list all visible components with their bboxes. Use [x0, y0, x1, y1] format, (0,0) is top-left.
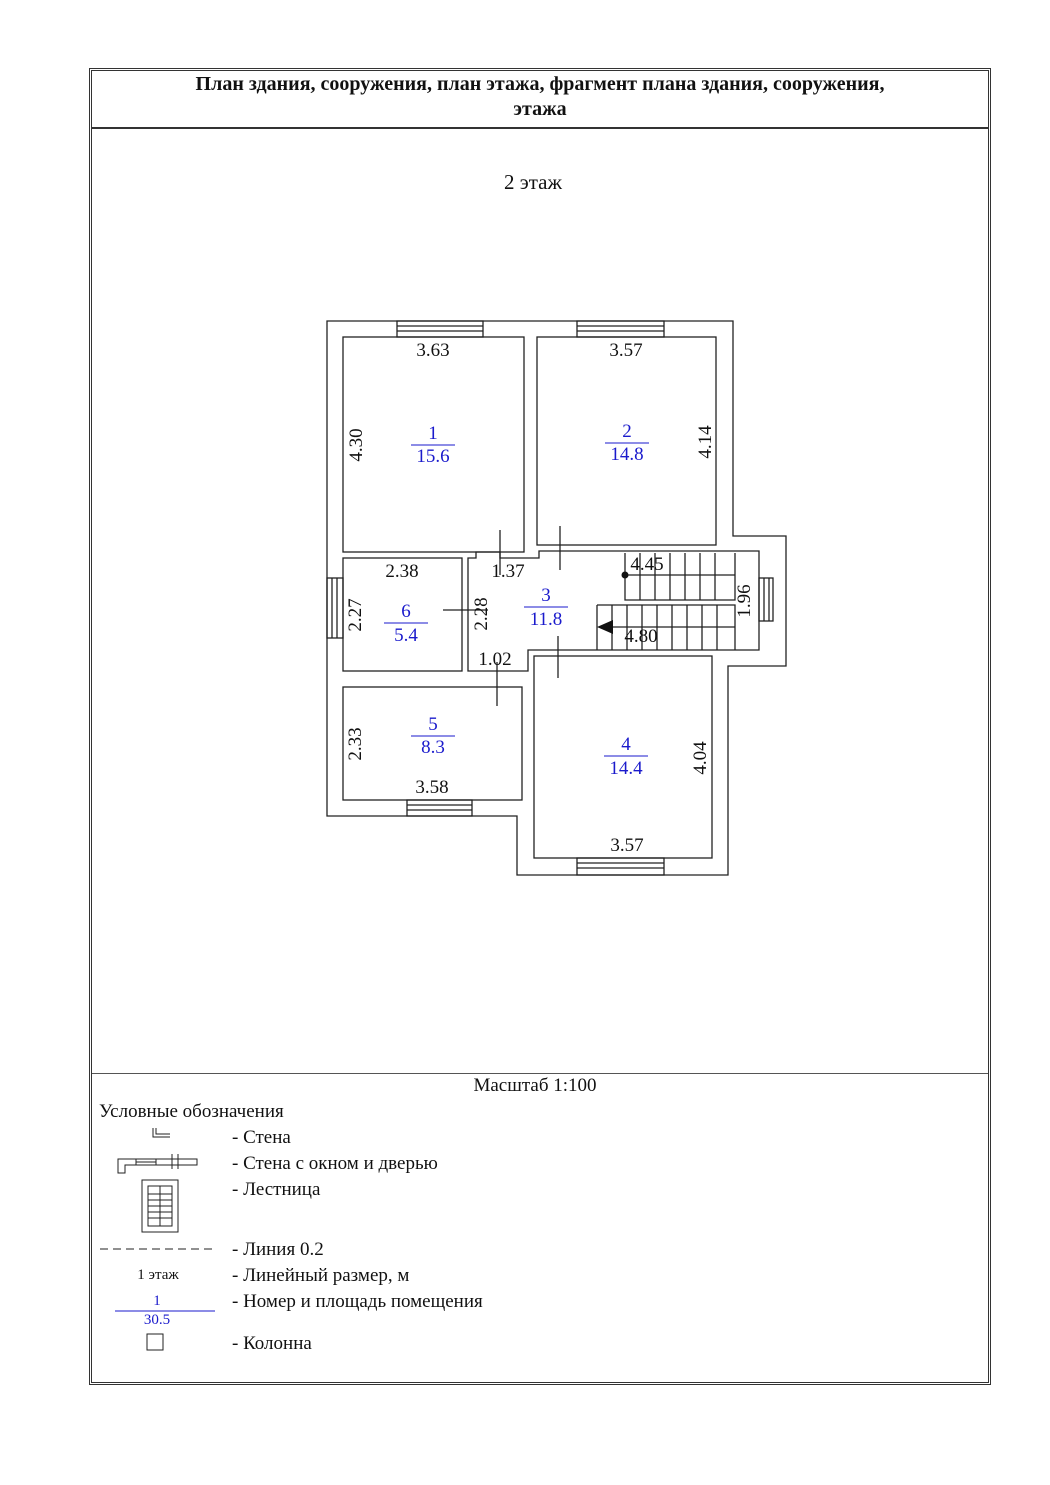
dim-room-5-width: 3.58	[415, 777, 449, 798]
dim-room-3-bottom: 1.02	[478, 649, 512, 670]
legend-sample-number: 1	[153, 1293, 161, 1309]
svg-text:2: 2	[622, 421, 632, 442]
dim-stair-depth: 1.96	[734, 584, 755, 618]
dim-room-3-height: 2.28	[471, 597, 492, 631]
window-room-2	[577, 321, 664, 337]
stair-arrow	[597, 620, 613, 634]
legend-wall: - Стена	[232, 1127, 291, 1148]
dim-stair-bottom: 4.80	[624, 626, 658, 647]
dim-room-3-width: 1.37	[491, 561, 525, 582]
room-4-outline	[534, 656, 712, 858]
dim-room-6-width: 2.38	[385, 561, 419, 582]
window-room-1	[397, 321, 483, 337]
stair-start-dot	[622, 572, 629, 579]
scale-separator	[92, 1073, 988, 1074]
room-label-5	[411, 714, 455, 758]
wall-window-door-symbol-icon	[118, 1154, 197, 1173]
legend-sample-area: 30.5	[143, 1312, 171, 1328]
svg-text:3: 3	[541, 585, 551, 606]
window-room-4	[577, 858, 664, 875]
header-line-2: этажа	[513, 98, 567, 120]
svg-text:1: 1	[428, 423, 438, 444]
column-symbol-icon	[147, 1334, 163, 1350]
dim-room-2-width: 3.57	[609, 340, 643, 361]
dim-room-5-height: 2.33	[345, 727, 366, 761]
legend-sample-floor: 1 этаж	[137, 1267, 179, 1283]
room-label-4	[604, 734, 648, 779]
outer-wall	[327, 321, 786, 875]
svg-text:15.6: 15.6	[416, 446, 450, 467]
legend-wall-window-door: - Стена с окном и дверью	[232, 1153, 438, 1174]
staircase	[597, 553, 735, 650]
window-room-5	[407, 800, 472, 816]
dim-room-4-height: 4.04	[690, 741, 711, 775]
svg-text:5: 5	[428, 714, 438, 735]
svg-text:14.4: 14.4	[609, 758, 643, 779]
dim-room-4-width: 3.57	[610, 835, 644, 856]
window-room-6	[327, 578, 343, 638]
svg-text:5.4: 5.4	[394, 625, 418, 646]
floor-title: 2 этаж	[503, 170, 563, 194]
dim-room-2-height: 4.14	[695, 425, 716, 459]
svg-text:4: 4	[621, 734, 631, 755]
legend-column: - Колонна	[232, 1333, 312, 1354]
legend-room-number-area: - Номер и площадь помещения	[232, 1291, 483, 1312]
window-stair	[759, 578, 773, 621]
scale-label: Масштаб 1:100	[473, 1075, 597, 1096]
legend-line: - Линия 0.2	[232, 1239, 324, 1260]
dim-room-1-height: 4.30	[346, 428, 367, 462]
stairs-symbol-icon	[142, 1180, 178, 1232]
dim-stair-top: 4.45	[630, 554, 664, 575]
svg-text:11.8: 11.8	[529, 609, 563, 630]
room-label-1	[411, 423, 455, 467]
svg-text:8.3: 8.3	[421, 737, 445, 758]
header-line-1: План здания, сооружения, план этажа, фрагмент плана здания, сооружения,	[195, 73, 885, 95]
wall-symbol-icon	[153, 1128, 170, 1137]
legend-linear-size: - Линейный размер, м	[232, 1265, 410, 1286]
legend-stairs: - Лестница	[232, 1179, 321, 1200]
dim-room-1-width: 3.63	[416, 340, 450, 361]
svg-text:6: 6	[401, 601, 411, 622]
dim-room-6-height: 2.27	[345, 598, 366, 632]
svg-text:14.8: 14.8	[610, 444, 644, 465]
legend-title: Условные обозначения	[99, 1101, 284, 1122]
room-label-2	[605, 421, 649, 465]
room-label-3	[524, 585, 568, 630]
room-label-6	[384, 601, 428, 646]
